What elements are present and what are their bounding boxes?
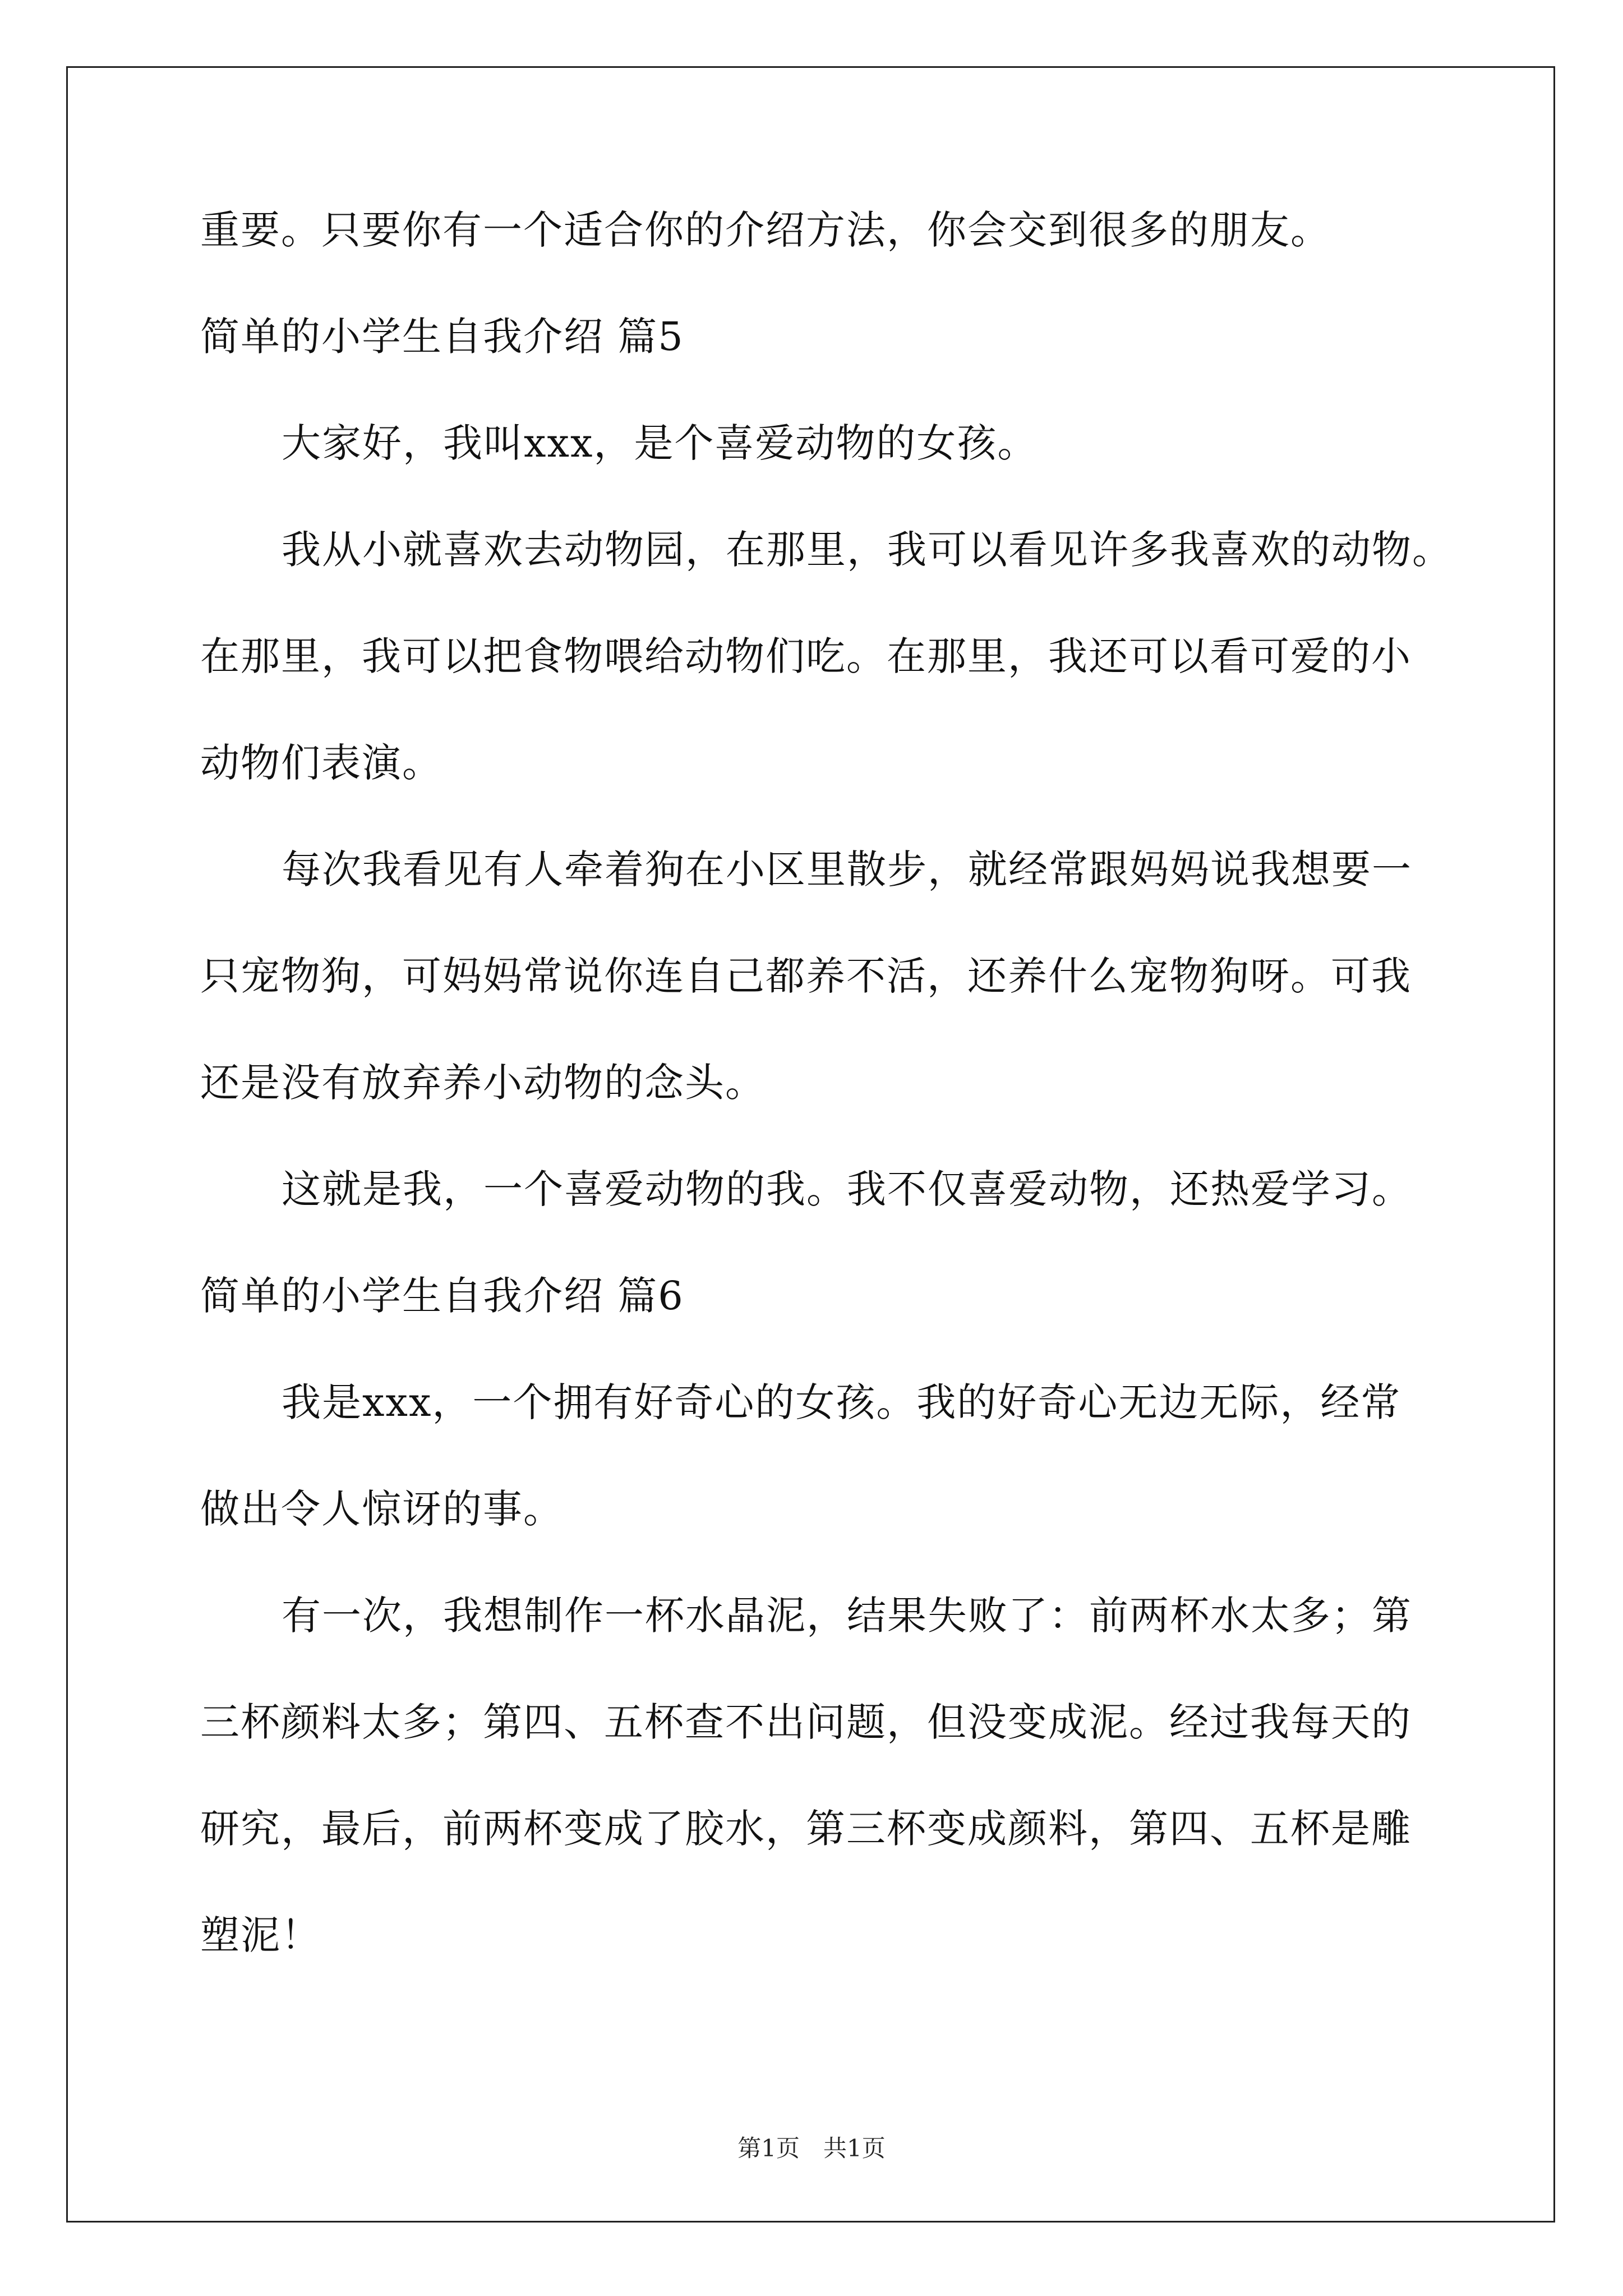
section-heading: 简单的小学生自我介绍 篇5 [200,314,684,360]
paragraph-line: 三杯颜料太多；第四、五杯查不出问题，但没变成泥。经过我每天的 [200,1699,1412,1745]
paragraph-line: 动物们表演。 [200,740,442,786]
paragraph-line: 大家好，我叫xxx，是个喜爱动物的女孩。 [282,420,1038,466]
paragraph-line: 这就是我，一个喜爱动物的我。我不仅喜爱动物，还热爱学习。 [282,1166,1412,1212]
page-frame [66,66,1555,2223]
paragraph-line: 有一次，我想制作一杯水晶泥，结果失败了：前两杯水太多；第 [282,1593,1412,1639]
paragraph-line: 做出令人惊讶的事。 [200,1486,564,1532]
page-number-footer: 第1页 共1页 [737,2134,886,2162]
paragraph-line: 我从小就喜欢去动物园，在那里，我可以看见许多我喜欢的动物。 [282,527,1453,573]
paragraph-line: 塑泥！ [200,1912,321,1958]
paragraph-line: 每次我看见有人牵着狗在小区里散步，就经常跟妈妈说我想要一 [282,846,1412,892]
section-heading: 简单的小学生自我介绍 篇6 [200,1273,684,1319]
paragraph-line: 只宠物狗，可妈妈常说你连自己都养不活，还养什么宠物狗呀。可我 [200,953,1412,999]
paragraph-line: 还是没有放弃养小动物的念头。 [200,1060,766,1106]
paragraph-line: 我是xxx，一个拥有好奇心的女孩。我的好奇心无边无际，经常 [282,1379,1401,1425]
paragraph-line: 重要。只要你有一个适合你的介绍方法，你会交到很多的朋友。 [200,207,1331,253]
paragraph-line: 研究，最后，前两杯变成了胶水，第三杯变成颜料，第四、五杯是雕 [200,1806,1412,1852]
paragraph-line: 在那里，我可以把食物喂给动物们吃。在那里，我还可以看可爱的小 [200,633,1412,679]
